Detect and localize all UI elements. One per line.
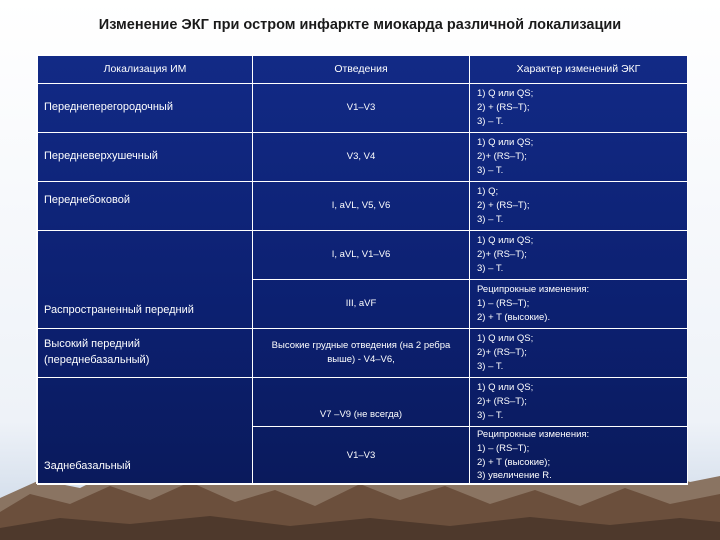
- change-line: 1) Q или QS;: [477, 382, 534, 394]
- location-cell: Переднеперегородочный: [38, 84, 253, 133]
- changes-cell: [470, 133, 688, 182]
- change-line: Реципрокные изменения:: [477, 284, 590, 296]
- change-line: 2) + (RS–T);: [477, 102, 530, 114]
- slide-title: Изменение ЭКГ при остром инфаркте миокарда различной локализации: [98, 17, 622, 33]
- change-line: 3) увеличение R.: [477, 470, 552, 482]
- leads-cell: V1–V3: [253, 427, 470, 485]
- changes-cell: [470, 280, 688, 329]
- change-line: 1) Q или QS;: [477, 333, 534, 345]
- change-line: 3) – T.: [477, 360, 504, 372]
- ecg-localization-table: [37, 55, 688, 485]
- change-line: 3) – T.: [477, 115, 504, 127]
- change-line: 1) – (RS–T);: [477, 298, 530, 310]
- changes-cell: [470, 378, 688, 427]
- change-line: 1) Q;: [477, 186, 499, 198]
- changes-cell: [470, 427, 688, 485]
- change-line: 2) + (RS–T);: [477, 200, 530, 212]
- changes-cell: [470, 231, 688, 280]
- table-row: [38, 182, 688, 231]
- changes-cell: [470, 182, 688, 231]
- location-line: (переднебазальный): [44, 354, 150, 366]
- table-row: [38, 378, 688, 427]
- leads-cell: V1–V3: [253, 84, 470, 133]
- location-line: Высокий передний: [44, 338, 140, 351]
- location-cell: Переднебоковой: [38, 182, 253, 231]
- change-line: 2) + T (высокие);: [477, 456, 551, 468]
- change-line: 2)+ (RS–T);: [477, 396, 527, 408]
- change-line: 1) – (RS–T);: [477, 442, 530, 454]
- table-row: [38, 231, 688, 280]
- leads-cell: V3, V4: [253, 133, 470, 182]
- leads-cell: Высокие грудные отведения (на 2 ребра выше) - V4–V6,: [253, 329, 470, 378]
- leads-cell: III, aVF: [253, 280, 470, 329]
- change-line: 3) – T.: [477, 164, 504, 176]
- leads-cell: V7 –V9 (не всегда): [253, 378, 470, 427]
- location-cell: [38, 329, 253, 378]
- location-cell: Распространенный передний: [38, 231, 253, 329]
- change-line: 3) – T.: [477, 213, 504, 225]
- change-line: 3) – T.: [477, 262, 504, 274]
- header-changes: Характер изменений ЭКГ: [470, 56, 688, 84]
- change-line: 2)+ (RS–T);: [477, 347, 527, 359]
- table-row: [38, 329, 688, 378]
- changes-cell: [470, 329, 688, 378]
- change-line: 2)+ (RS–T);: [477, 249, 527, 261]
- leads-cell: I, aVL, V1–V6: [253, 231, 470, 280]
- header-leads: Отведения: [253, 56, 470, 84]
- change-line: Реципрокные изменения:: [477, 429, 590, 440]
- ecg-table-container: [36, 54, 688, 484]
- change-line: 3) – T.: [477, 409, 504, 421]
- location-cell: Заднебазальный: [38, 378, 253, 485]
- table-row: [38, 84, 688, 133]
- change-line: 2)+ (RS–T);: [477, 151, 527, 163]
- leads-cell: I, aVL, V5, V6: [253, 182, 470, 231]
- changes-cell: [470, 84, 688, 133]
- change-line: 1) Q или QS;: [477, 137, 534, 149]
- table-header-row: [38, 56, 688, 84]
- header-location: Локализация ИМ: [38, 56, 253, 84]
- change-line: 1) Q или QS;: [477, 88, 534, 100]
- location-cell: Передневерхушечный: [38, 133, 253, 182]
- table-row: [38, 133, 688, 182]
- change-line: 2) + T (высокие).: [477, 311, 551, 323]
- change-line: 1) Q или QS;: [477, 235, 534, 247]
